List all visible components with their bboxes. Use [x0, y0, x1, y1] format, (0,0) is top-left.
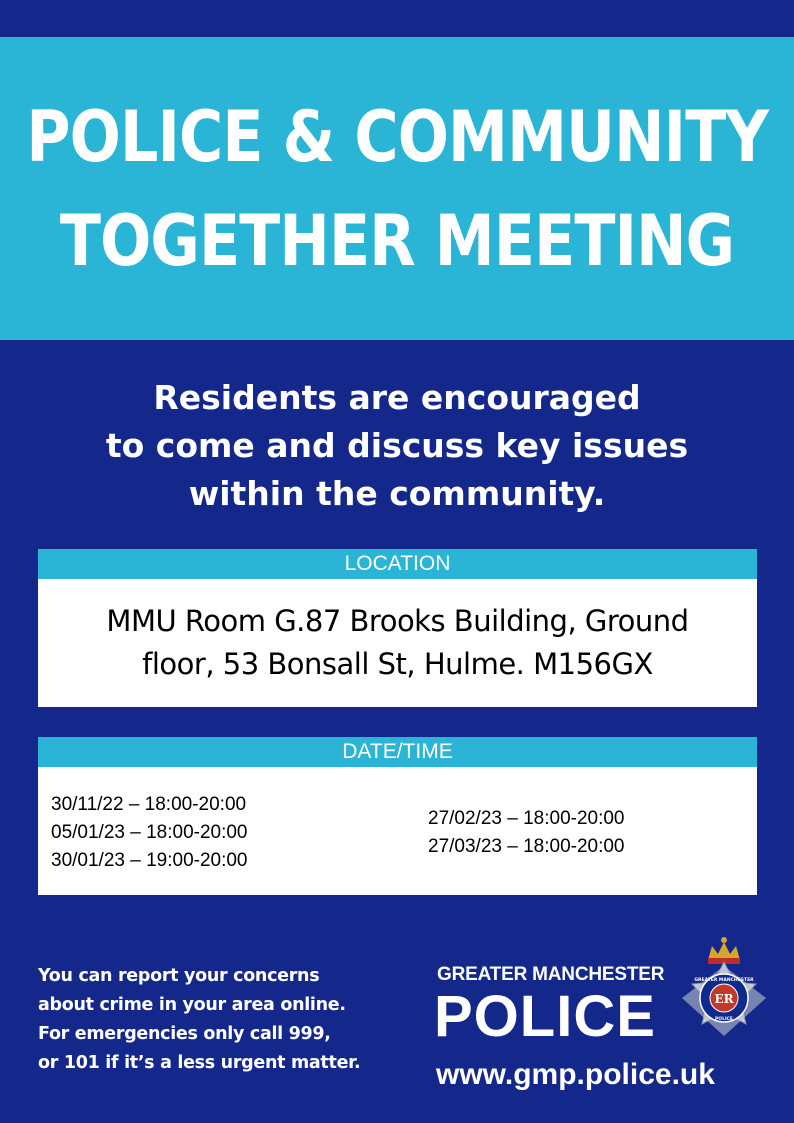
date-entry: 27/02/23 – 18:00-20:00: [428, 808, 625, 829]
location-box: [38, 579, 757, 707]
date-entry: 30/11/22 – 18:00-20:00: [51, 794, 247, 815]
crown-icon: [708, 937, 740, 964]
date-entry: 27/03/23 – 18:00-20:00: [428, 836, 625, 857]
page-title-line-1: POLICE & COMMUNITY: [26, 95, 768, 178]
page-title-line-2: TOGETHER MEETING: [59, 199, 735, 282]
address-line: floor, 53 Bonsall St, Hulme. M156GX: [142, 647, 653, 681]
intro-line: to come and discuss key issues: [105, 426, 689, 465]
dates-left-column: [51, 791, 248, 875]
report-line: or 101 if it’s a less urgent matter.: [38, 1053, 361, 1073]
date-entry: 05/01/23 – 18:00-20:00: [51, 822, 248, 843]
report-line: about crime in your area online.: [38, 995, 346, 1015]
website-link[interactable]: www.gmp.police.uk: [436, 1058, 715, 1091]
report-line: You can report your concerns: [38, 966, 320, 986]
datetime-header: DATE/TIME: [38, 737, 757, 767]
police-crest-icon: [674, 932, 774, 1052]
crest-cipher: ER: [714, 992, 734, 1006]
org-name: GREATER MANCHESTER: [437, 964, 665, 985]
datetime-box: [38, 767, 757, 895]
date-entry: 30/01/23 – 19:00-20:00: [51, 850, 248, 871]
org-police-wordmark: POLICE: [434, 984, 656, 1049]
intro-text: [40, 374, 754, 518]
intro-line: within the community.: [188, 474, 606, 513]
crest-text: GREATER MANCHESTER: [694, 978, 754, 983]
intro-line: Residents are encouraged: [153, 378, 641, 417]
location-header: LOCATION: [38, 549, 757, 579]
report-line: For emergencies only call 999,: [38, 1024, 331, 1044]
location-address: [38, 579, 757, 686]
crest-bottom-text: POLICE: [714, 1017, 734, 1022]
report-info: [38, 962, 418, 1078]
address-line: MMU Room G.87 Brooks Building, Ground: [106, 604, 689, 638]
title-banner: [0, 37, 794, 340]
dates-right-column: [428, 805, 625, 861]
